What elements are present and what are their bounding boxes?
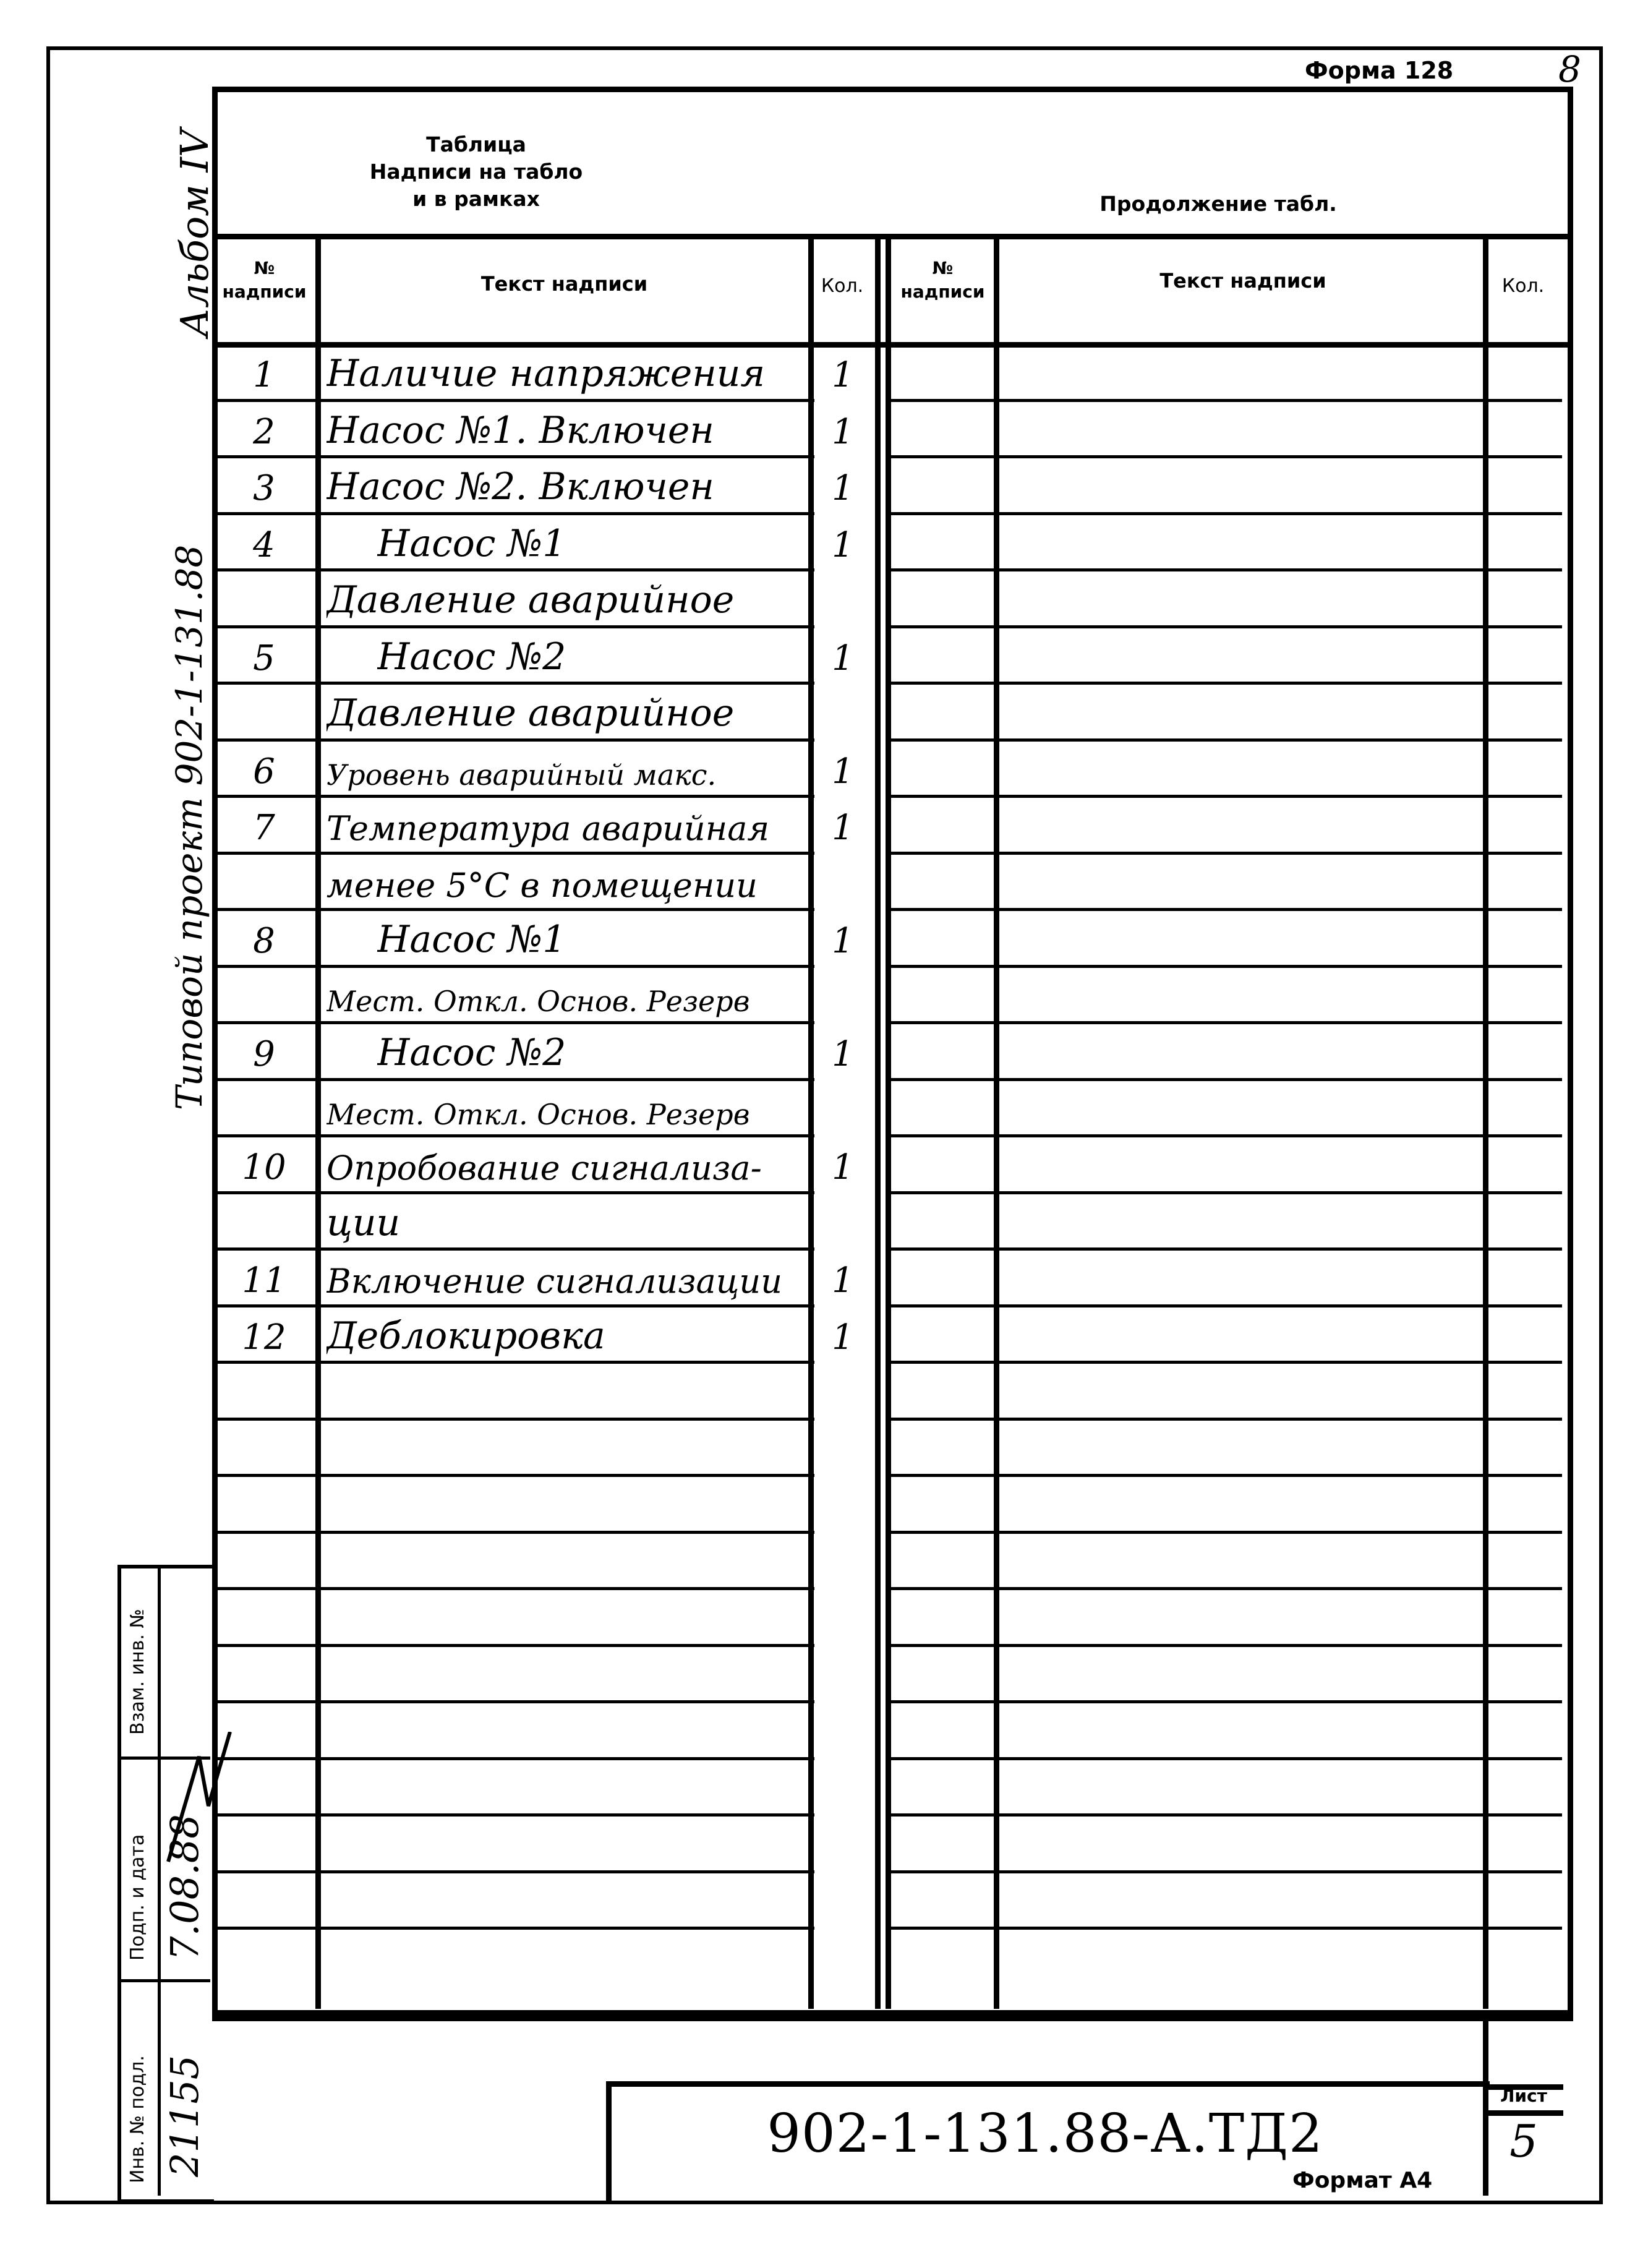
row-line-right	[886, 908, 1562, 911]
row-line-right	[886, 1418, 1562, 1421]
row-qty	[815, 1078, 871, 1131]
inv-value: 21155	[162, 2055, 207, 2177]
row-line-right	[886, 1587, 1562, 1590]
format-label: Формат А4	[1292, 2168, 1433, 2193]
sign-value: 7.08.88	[162, 1814, 207, 1961]
table-title-line2: Надписи на табло	[369, 160, 583, 184]
row-line-left	[212, 1587, 814, 1590]
col-header-qty-left: Кол.	[821, 275, 864, 297]
row-text: менее 5°С в помещении	[327, 865, 758, 905]
signature	[162, 1732, 236, 1868]
row-qty: 1	[832, 524, 854, 565]
row-qty: 1	[832, 1147, 854, 1187]
col-sep-mid-b	[886, 234, 891, 2009]
row-qty	[815, 1191, 871, 1244]
col-sep-left-qty	[808, 234, 814, 2009]
row-text: Мест. Откл. Основ. Резерв	[327, 984, 750, 1018]
row-line-right	[886, 1870, 1562, 1873]
row-line-right	[886, 1927, 1562, 1930]
row-line-left	[212, 1757, 814, 1760]
row-qty: 1	[832, 638, 854, 678]
row-line-right	[886, 965, 1562, 968]
row-number: 12	[242, 1317, 286, 1358]
row-number: 11	[242, 1260, 286, 1301]
row-text: Температура аварийная	[327, 808, 770, 848]
row-number: 2	[253, 411, 275, 452]
row-qty	[815, 852, 871, 905]
row-qty: 1	[832, 354, 854, 395]
inv-label: Инв. № подл.	[127, 2055, 148, 2183]
table-title-line3: и в рамках	[412, 187, 540, 211]
sign-label: Подп. и дата	[127, 1834, 148, 1961]
row-number	[218, 852, 310, 905]
album-label: Альбом IV	[172, 129, 217, 337]
row-line-right	[886, 1191, 1562, 1194]
swap-label: Взам. инв. №	[127, 1609, 148, 1735]
table-title-line1: Таблица	[426, 132, 526, 156]
row-number: 10	[242, 1147, 286, 1187]
row-line-right	[886, 625, 1562, 628]
sheet-label: Лист	[1500, 2086, 1547, 2106]
row-number	[218, 568, 310, 622]
row-text: Наличие напряжения	[327, 351, 766, 395]
row-line-left	[212, 1700, 814, 1703]
header-divider	[212, 234, 1573, 239]
col-header-text-right: Текст надписи	[1159, 269, 1326, 293]
row-line-left	[212, 1927, 814, 1930]
title-block-top	[212, 2010, 1573, 2016]
row-text: Мест. Откл. Основ. Резерв	[327, 1097, 750, 1131]
row-line-right	[886, 1813, 1562, 1817]
continuation-label: Продолжение табл.	[1099, 192, 1337, 216]
row-text: Насос №1	[377, 917, 566, 961]
page-corner-number: 8	[1558, 48, 1581, 90]
row-text: Насос №1. Включен	[327, 408, 714, 452]
row-number	[218, 682, 310, 735]
row-qty: 1	[832, 807, 854, 848]
row-text: Деблокировка	[327, 1314, 605, 1358]
col-sep-mid-a	[875, 234, 881, 2009]
row-number: 3	[253, 468, 275, 508]
row-text: Насос №2	[377, 635, 566, 678]
sheet-number: 5	[1509, 2115, 1538, 2167]
row-number: 5	[253, 638, 275, 678]
row-line-right	[886, 1757, 1562, 1760]
row-text: Опробование сигнализа-	[327, 1148, 762, 1187]
row-line-right	[886, 512, 1562, 515]
col-sep-right-qty	[1483, 234, 1488, 2009]
row-text: Уровень аварийный макс.	[327, 758, 717, 792]
row-number	[218, 1191, 310, 1244]
row-qty: 1	[832, 411, 854, 452]
row-qty	[815, 682, 871, 735]
row-line-left	[212, 1644, 814, 1647]
row-line-right	[886, 852, 1562, 855]
row-line-left	[212, 1474, 814, 1477]
row-line-right	[886, 1304, 1562, 1307]
row-line-left	[212, 1361, 814, 1364]
row-number: 4	[253, 524, 275, 565]
row-line-left	[212, 1813, 814, 1817]
col-header-text-left: Текст надписи	[480, 272, 648, 296]
row-line-left	[212, 1418, 814, 1421]
row-text: Давление аварийное	[327, 691, 735, 735]
row-number: 6	[253, 751, 275, 792]
row-line-right	[886, 1078, 1562, 1081]
row-line-right	[886, 399, 1562, 402]
row-number: 1	[253, 354, 275, 395]
row-line-right	[886, 1474, 1562, 1477]
row-number	[218, 965, 310, 1018]
row-text: Насос №2	[377, 1030, 566, 1074]
row-line-right	[886, 568, 1562, 571]
project-label: Типовой проект 902-1-131.88	[168, 544, 210, 1110]
row-qty: 1	[832, 1033, 854, 1074]
row-qty: 1	[832, 1317, 854, 1358]
col-header-num-right: № надписи	[900, 258, 985, 302]
row-line-left	[212, 1870, 814, 1873]
row-line-right	[886, 455, 1562, 458]
row-number: 8	[253, 920, 275, 961]
row-text: Включение сигнализации	[327, 1261, 782, 1301]
row-number: 9	[253, 1033, 275, 1074]
form-label: Форма 128	[1305, 57, 1454, 84]
row-qty	[815, 568, 871, 622]
row-line-right	[886, 1531, 1562, 1534]
col-header-num-left: № надписи	[222, 258, 307, 302]
row-qty: 1	[832, 468, 854, 508]
row-line-right	[886, 795, 1562, 798]
row-line-right	[886, 1134, 1562, 1137]
row-text: Давление аварийное	[327, 578, 735, 622]
row-line-right	[886, 1644, 1562, 1647]
table-title	[346, 131, 606, 213]
row-qty: 1	[832, 751, 854, 792]
row-line-right	[886, 682, 1562, 685]
row-line-right	[886, 1247, 1562, 1251]
row-qty: 1	[832, 920, 854, 961]
row-text: Насос №2. Включен	[327, 464, 714, 508]
side-stamp-divider	[158, 1565, 161, 2196]
row-line-right	[886, 1361, 1562, 1364]
row-line-right	[886, 1700, 1562, 1703]
col-sep-right-num	[994, 234, 999, 2009]
row-qty: 1	[832, 1260, 854, 1301]
row-number	[218, 1078, 310, 1131]
side-stamp-row2	[117, 1979, 210, 1982]
col-sep-left-num	[315, 234, 321, 2009]
row-line-left	[212, 1531, 814, 1534]
row-text: ции	[327, 1200, 401, 1244]
row-text: Насос №1	[377, 521, 566, 565]
row-line-right	[886, 738, 1562, 742]
row-qty	[815, 965, 871, 1018]
col-header-qty-right: Кол.	[1501, 275, 1545, 297]
row-number: 7	[253, 807, 275, 848]
doc-code: 902-1-131.88-А.ТД2	[767, 2103, 1323, 2165]
row-line-right	[886, 1021, 1562, 1024]
